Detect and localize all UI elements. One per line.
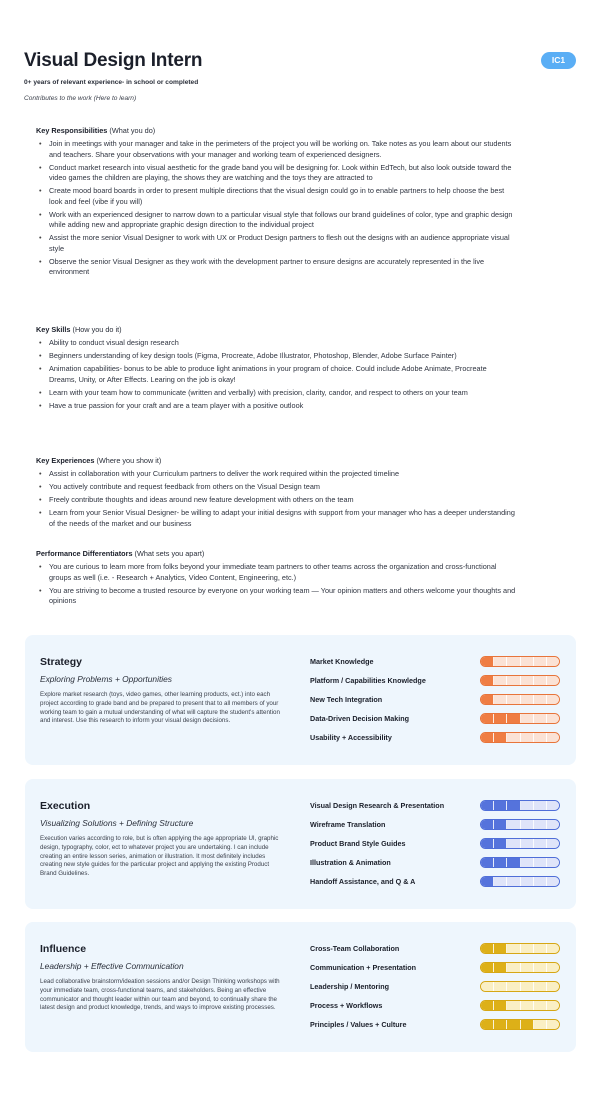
influence-card [25,922,576,1052]
skill-level-segment [481,714,494,723]
skill-level-segment [534,1020,547,1029]
skill-row [310,999,560,1018]
skill-level-segment [507,801,520,810]
skill-label: Product Brand Style Guides [310,839,406,848]
skill-level-segment [507,944,520,953]
card-subtitle: Leadership + Effective Communication [40,961,184,971]
bullet-item: • Freely contribute thoughts and ideas around new feature development with others on the team [36,495,516,506]
bullet-item: • Animation capabilities- bonus to be able to produce light animations in your program of choice. Could include Adobe Animate, Procreate Dreams, Unity, or After Effects. Learing on the job is okay! [36,364,516,385]
bullet-item: • Observe the senior Visual Designer as they work with the development partner to ensure designs are accurately represented in the live environment [36,257,516,278]
skill-level-segment [521,982,534,991]
skill-level-segment [481,982,494,991]
skill-level-segment [521,733,534,742]
skill-level-segment [494,733,507,742]
skill-level-segment [521,1020,534,1029]
skill-level-segment [481,1020,494,1029]
contribution-main: Contributes to the work [24,95,92,102]
section-heading: Performance Differentiators [36,549,133,558]
bullet-item: • Assist the more senior Visual Designer to work with UX or Product Design partners to flesh out the designs with an audience appropriate visual style [36,233,516,254]
bullet-item: • You are striving to become a trusted resource by everyone on your working team — Your opinion matters and others welcome your thoughts and opinions [36,586,516,607]
skills-section [36,325,516,414]
skill-level-segment [534,676,547,685]
card-description: Execution varies according to role, but is often applying the age appropriate UI, graphic design, typography, color, ect to whatever project you are undertaking. I can include creating an entire lesson series, animation or illustration. It most definitely includes creating new style guides for the particular project and applying the existing Product Brand Guidelines. [40,835,279,878]
skill-label: Market Knowledge [310,657,374,666]
skill-label: Handoff Assistance, and Q & A [310,877,416,886]
skill-level-bar [480,981,560,992]
skill-level-segment [547,676,559,685]
skill-level-segment [494,839,507,848]
skill-level-segment [494,801,507,810]
card-subtitle: Visualizing Solutions + Defining Structure [40,818,194,828]
skill-label: Principles / Values + Culture [310,1020,407,1029]
skill-level-segment [534,944,547,953]
skill-row [310,856,560,875]
skill-level-segment [507,1001,520,1010]
skill-row [310,980,560,999]
bullet-item: • Work with an experienced designer to narrow down to a particular visual style that follows our brand guidelines of color, type and graphic design while adding new and appropriate graphic design direction to the individual project [36,210,516,231]
skill-level-segment [494,695,507,704]
contribution-level [24,95,136,102]
bullet-item: • Learn from your Senior Visual Designer- be willing to adapt your initial designs with support from your manager who has a deeper understanding of the needs of the market and our business [36,508,516,529]
section-note: (What sets you apart) [134,549,205,558]
differentiators-list [36,562,516,607]
skill-level-bar [480,819,560,830]
skill-row [310,818,560,837]
skill-level-segment [481,733,494,742]
card-description: Explore market research (toys, video games, other learning products, ect.) into each project according to grade band and be prepared to present that to all members of your working team to gain a mutual understanding of what will capture the student's attention and interest. Use this research to inform your visual design decisions. [40,691,280,725]
skill-level-segment [547,820,559,829]
skill-level-bar [480,675,560,686]
skill-level-segment [507,676,520,685]
bullet-item: • Conduct market research into visual aesthetic for the grade band you will be designing for. Look within EdTech, but also look outside toward the video games the children are playing, the shows they are watching and the toys they are attracted to [36,163,516,184]
skill-level-segment [494,982,507,991]
responsibilities-list [36,139,516,278]
bullet-item: • You are curious to learn more from folks beyond your immediate team partners to other teams across the organization and cross-functional groups as well (i.e. - Research + Analytics, Video Content, Engineering, etc.) [36,562,516,583]
skill-level-bar [480,732,560,743]
skill-level-segment [547,695,559,704]
skill-level-segment [521,1001,534,1010]
responsibilities-section [36,126,516,280]
skill-level-segment [521,695,534,704]
skill-row [310,674,560,693]
skill-level-segment [481,858,494,867]
skill-level-segment [547,1020,559,1029]
skill-level-segment [494,820,507,829]
skill-level-bar [480,943,560,954]
bullet-item: • Assist in collaboration with your Curriculum partners to deliver the work required within the projected timeline [36,469,516,480]
skill-label: Process + Workflows [310,1001,383,1010]
skill-ratings [310,942,560,1037]
skill-level-segment [534,820,547,829]
skill-label: Usability + Accessibility [310,733,392,742]
skill-label: Illustration & Animation [310,858,391,867]
bullet-item: • Create mood board boards in order to present multiple directions that the visual design could go in to enable partners to help choose the best look and feel (vibe if you will) [36,186,516,207]
skill-level-segment [481,877,494,886]
skill-label: Visual Design Research & Presentation [310,801,445,810]
section-note: (How you do it) [72,325,122,334]
skill-level-segment [534,801,547,810]
contribution-note: (Here to learn) [93,95,137,102]
skill-level-bar [480,656,560,667]
skill-level-segment [547,714,559,723]
skill-level-segment [481,944,494,953]
skill-level-segment [547,944,559,953]
skill-label: Wireframe Translation [310,820,386,829]
bullet-item: • Ability to conduct visual design research [36,338,516,349]
skills-heading [36,325,516,334]
skill-level-bar [480,962,560,973]
skill-label: Leadership / Mentoring [310,982,390,991]
skill-row [310,875,560,894]
skill-level-segment [494,944,507,953]
skill-level-segment [547,657,559,666]
skill-level-segment [507,657,520,666]
skill-level-segment [494,1020,507,1029]
skill-level-bar [480,838,560,849]
skill-level-segment [507,858,520,867]
skill-level-segment [547,982,559,991]
skill-level-segment [521,657,534,666]
skill-level-bar [480,800,560,811]
skill-ratings [310,655,560,750]
skill-level-segment [534,657,547,666]
skill-level-segment [494,1001,507,1010]
skill-row [310,961,560,980]
skills-list [36,338,516,411]
skill-level-segment [481,839,494,848]
skill-level-segment [547,839,559,848]
skill-level-segment [481,1001,494,1010]
skill-label: Cross-Team Collaboration [310,944,400,953]
skill-level-bar [480,876,560,887]
skill-level-segment [521,944,534,953]
card-description: Lead collaborative brainstorm/ideation sessions and/or Design Thinking workshops with your immediate team, cross-functional teams, and stakeholders. Being an effective communicator and thought leader within our team and beyond, to continually share the latest design and product knowledge, trends, and ways to improve existing processes. [40,978,280,1012]
experiences-section [36,456,516,532]
skill-label: Platform / Capabilities Knowledge [310,676,426,685]
skill-row [310,655,560,674]
skill-level-bar [480,713,560,724]
card-title: Strategy [40,656,83,668]
skill-level-bar [480,694,560,705]
execution-card [25,779,576,909]
differentiators-section [36,549,516,609]
skill-level-segment [547,858,559,867]
skill-level-segment [481,695,494,704]
skill-level-segment [534,877,547,886]
skill-level-bar [480,1000,560,1011]
card-title: Execution [40,800,91,812]
bullet-item: • Have a true passion for your craft and are a team player with a positive outlook [36,401,516,412]
skill-level-segment [534,695,547,704]
skill-level-segment [507,714,520,723]
skill-level-segment [534,733,547,742]
skill-level-segment [481,820,494,829]
skill-level-segment [494,714,507,723]
skill-label: Data-Driven Decision Making [310,714,410,723]
skill-level-segment [507,963,520,972]
skill-level-segment [507,820,520,829]
experiences-list [36,469,516,529]
strategy-card [25,635,576,765]
skill-row [310,942,560,961]
page-title: Visual Design Intern [24,50,203,71]
experience-requirement: 0+ years of relevant experience- in school or completed [24,79,199,86]
level-badge: IC1 [541,52,576,69]
skill-level-segment [521,963,534,972]
skill-ratings [310,799,560,894]
skill-label: New Tech Integration [310,695,383,704]
skill-level-segment [534,1001,547,1010]
skill-level-bar [480,1019,560,1030]
skill-level-segment [481,676,494,685]
skill-level-segment [481,801,494,810]
skill-level-segment [547,801,559,810]
skill-row [310,712,560,731]
section-heading: Key Responsibilities [36,126,108,135]
skill-level-segment [547,877,559,886]
skill-level-segment [547,1001,559,1010]
skill-level-segment [521,714,534,723]
skill-level-segment [494,858,507,867]
skill-level-segment [521,801,534,810]
skill-level-segment [507,695,520,704]
skill-level-bar [480,857,560,868]
skill-level-segment [521,820,534,829]
experiences-heading [36,456,516,465]
bullet-item: • Learn with your team how to communicate (written and verbally) with precision, clarity, candor, and respect to others on your team [36,388,516,399]
skill-level-segment [481,963,494,972]
skill-level-segment [507,982,520,991]
skill-level-segment [534,714,547,723]
skill-level-segment [547,733,559,742]
skill-label: Communication + Presentation [310,963,417,972]
skill-level-segment [481,657,494,666]
skill-level-segment [534,982,547,991]
skill-row [310,837,560,856]
card-subtitle: Exploring Problems + Opportunities [40,674,172,684]
section-heading: Key Skills [36,325,71,334]
skill-level-segment [521,676,534,685]
skill-level-segment [521,877,534,886]
skill-level-segment [547,963,559,972]
responsibilities-heading [36,126,516,135]
skill-row [310,693,560,712]
section-note: (What you do) [109,126,156,135]
skill-level-segment [507,839,520,848]
section-heading: Key Experiences [36,456,95,465]
skill-level-segment [494,963,507,972]
bullet-item: • Beginners understanding of key design tools (Figma, Procreate, Adobe Illustrator, Photoshop, Blender, Adobe Surface Painter) [36,351,516,362]
skill-row [310,1018,560,1037]
bullet-item: • You actively contribute and request feedback from others on the Visual Design team [36,482,516,493]
skill-level-segment [507,877,520,886]
skill-level-segment [534,963,547,972]
skill-row [310,799,560,818]
card-title: Influence [40,943,87,955]
section-note: (Where you show it) [96,456,162,465]
skill-level-segment [494,676,507,685]
skill-level-segment [521,858,534,867]
bullet-item: • Join in meetings with your manager and take in the perimeters of the project you will be working on. Take notes as you learn about our students and teachers. Share your observations with your manager and working team of experienced designers. [36,139,516,160]
skill-level-segment [521,839,534,848]
skill-level-segment [534,839,547,848]
skill-row [310,731,560,750]
skill-level-segment [494,657,507,666]
skill-level-segment [534,858,547,867]
skill-level-segment [507,1020,520,1029]
skill-level-segment [494,877,507,886]
skill-level-segment [507,733,520,742]
differentiators-heading [36,549,516,558]
